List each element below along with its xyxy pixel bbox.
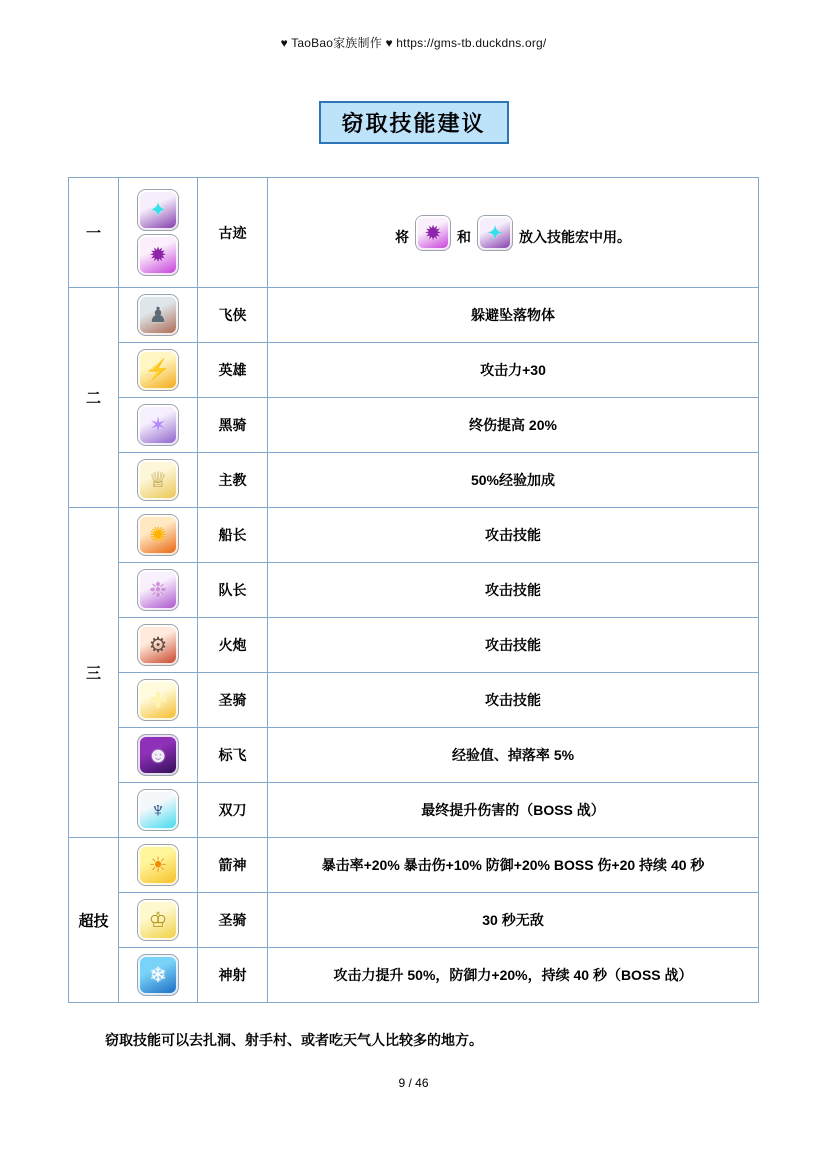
skill-description-cell: [268, 178, 759, 288]
steal-skills-table: [68, 177, 759, 1003]
skill-icon-cell: [119, 398, 198, 453]
night-lord-monkey-icon: [138, 735, 178, 775]
table-row: [69, 343, 759, 398]
skill-icon-stack: [119, 564, 197, 616]
skill-name: 飞侠: [198, 288, 268, 343]
skill-icon-stack: [119, 784, 197, 836]
group-label-cell: 超技: [69, 838, 119, 1003]
relic-magenta-burst-icon: [138, 235, 178, 275]
skill-description: 攻击力+30: [480, 362, 546, 378]
relic-purple-wings-icon: [478, 216, 512, 250]
table-row: [69, 288, 759, 343]
page-title-box: [319, 101, 509, 144]
icon-glyph: ✺: [149, 523, 167, 547]
footer-note: 窃取技能可以去扎洞、射手村、或者吃天气人比较多的地方。: [105, 1032, 483, 1048]
skill-description-cell: [268, 508, 759, 563]
skill-icon-cell: [119, 618, 198, 673]
skill-description-cell: [268, 893, 759, 948]
skill-icon-stack: [119, 344, 197, 396]
skill-icon-cell: [119, 343, 198, 398]
dual-blade-wings-icon: [138, 790, 178, 830]
relic-purple-wings-icon: [138, 190, 178, 230]
page-title: 窃取技能建议: [341, 111, 486, 136]
skill-name: 圣骑: [198, 673, 268, 728]
captain-fire-shell-icon: [138, 515, 178, 555]
skill-name: 队长: [198, 563, 268, 618]
marksman-snowflake-icon: [138, 955, 178, 995]
skill-description-cell: [268, 838, 759, 893]
skill-description: 攻击技能: [485, 692, 541, 708]
skill-icon-cell: [119, 673, 198, 728]
cannon-blast-icon: [138, 625, 178, 665]
paladin-gold-cross-icon: [138, 680, 178, 720]
thief-brickwall-icon: [138, 295, 178, 335]
icon-glyph: ❉: [149, 578, 167, 602]
icon-glyph: ⚙: [148, 633, 168, 657]
skill-icon-stack: [119, 619, 197, 671]
table-row: [69, 398, 759, 453]
skill-description: 终伤提高 20%: [469, 417, 557, 433]
table-row: [69, 948, 759, 1003]
skill-name: 主教: [198, 453, 268, 508]
skill-icon-stack: [119, 674, 197, 726]
skill-description-cell: [268, 618, 759, 673]
icon-glyph: ☻: [146, 743, 170, 767]
skill-name: 英雄: [198, 343, 268, 398]
skill-icon-cell: [119, 783, 198, 838]
bowmaster-sun-icon: [138, 845, 178, 885]
skill-description: 暴击率+20% 暴击伤+10% 防御+20% BOSS 伤+20 持续 40 秒: [321, 857, 705, 873]
skill-name: 圣骑: [198, 893, 268, 948]
squad-purple-swirl-icon: [138, 570, 178, 610]
dark-knight-crystal-icon: [138, 405, 178, 445]
skill-icon-stack: [119, 729, 197, 781]
page-number: 9 / 46: [398, 1076, 429, 1090]
skill-icon-cell: [119, 728, 198, 783]
table-row: [69, 673, 759, 728]
skill-icon-stack: [119, 839, 197, 891]
skill-description: 50%经验加成: [470, 472, 556, 488]
skill-description-cell: [268, 948, 759, 1003]
skill-icon-stack: [119, 949, 197, 1001]
icon-glyph: ✚: [149, 688, 167, 712]
icon-glyph: ✹: [149, 243, 167, 267]
icon-glyph: ✶: [149, 413, 167, 437]
skill-icon-stack: [119, 184, 197, 281]
icon-glyph: ✹: [425, 222, 441, 243]
icon-glyph: ☀: [148, 853, 168, 877]
doc-header-text: ♥ TaoBao家族制作 ♥ https://gms-tb.duckdns.org/: [280, 36, 547, 50]
skill-description-cell: [268, 563, 759, 618]
icon-glyph: ✦: [487, 222, 503, 243]
skill-name: 船长: [198, 508, 268, 563]
hero-golden-beam-icon: [138, 350, 178, 390]
table-row: [69, 618, 759, 673]
skill-icon-cell: [119, 508, 198, 563]
skill-icon-cell: [119, 838, 198, 893]
icon-glyph: ♟: [148, 303, 168, 327]
skill-description: 攻击力提升 50%，防御力+20%，持续 40 秒（BOSS 战）: [333, 967, 693, 983]
skill-name: 火炮: [198, 618, 268, 673]
table-row: [69, 178, 759, 288]
skill-description-cell: [268, 343, 759, 398]
icon-glyph: ♕: [148, 468, 168, 492]
skill-name: 箭神: [198, 838, 268, 893]
table-row: [69, 508, 759, 563]
skill-description: 30 秒无敌: [482, 912, 544, 928]
description-text: 将: [395, 228, 409, 245]
skill-description: 经验值、掉落率 5%: [451, 747, 575, 763]
icon-glyph: ♆: [150, 798, 166, 822]
table-row: [69, 728, 759, 783]
skill-description: 最终提升伤害的（BOSS 战）: [421, 802, 605, 818]
icon-glyph: ✦: [149, 198, 167, 222]
table-row: [69, 893, 759, 948]
table-row: [69, 783, 759, 838]
skill-icon-cell: [119, 893, 198, 948]
skill-description: 攻击技能: [485, 582, 541, 598]
skill-icon-stack: [119, 289, 197, 341]
icon-glyph: ❄: [149, 963, 167, 987]
skill-description: 躲避坠落物体: [471, 307, 555, 323]
relic-magenta-burst-icon: [416, 216, 450, 250]
skill-description-cell: [268, 728, 759, 783]
skill-icon-cell: [119, 453, 198, 508]
skill-icon-stack: [119, 509, 197, 561]
table-row: [69, 563, 759, 618]
skill-description-cell: [268, 453, 759, 508]
group-label-cell: 二: [69, 288, 119, 508]
skill-description: [278, 216, 748, 250]
table-row: [69, 838, 759, 893]
skill-icon-stack: [119, 894, 197, 946]
skill-name: 双刀: [198, 783, 268, 838]
skill-name: 标飞: [198, 728, 268, 783]
icon-glyph: ⚡: [144, 358, 172, 382]
bishop-angel-icon: [138, 460, 178, 500]
skill-description-cell: [268, 398, 759, 453]
skill-name: 黑骑: [198, 398, 268, 453]
skill-name: 古迹: [198, 178, 268, 288]
skill-name: 神射: [198, 948, 268, 1003]
skill-description: 攻击技能: [485, 637, 541, 653]
icon-glyph: ♔: [148, 908, 168, 932]
skill-icon-stack: [119, 454, 197, 506]
skill-description: 攻击技能: [485, 527, 541, 543]
description-text: 和: [457, 228, 471, 245]
group-label-cell: 一: [69, 178, 119, 288]
skill-description-cell: [268, 288, 759, 343]
skill-description-cell: [268, 783, 759, 838]
description-text: 放入技能宏中用。: [519, 228, 631, 245]
table-row: [69, 453, 759, 508]
paladin-angel-icon: [138, 900, 178, 940]
skill-icon-stack: [119, 399, 197, 451]
skill-icon-cell: [119, 948, 198, 1003]
skill-description-cell: [268, 673, 759, 728]
group-label-cell: 三: [69, 508, 119, 838]
skill-icon-cell: [119, 178, 198, 288]
skill-icon-cell: [119, 563, 198, 618]
skill-icon-cell: [119, 288, 198, 343]
